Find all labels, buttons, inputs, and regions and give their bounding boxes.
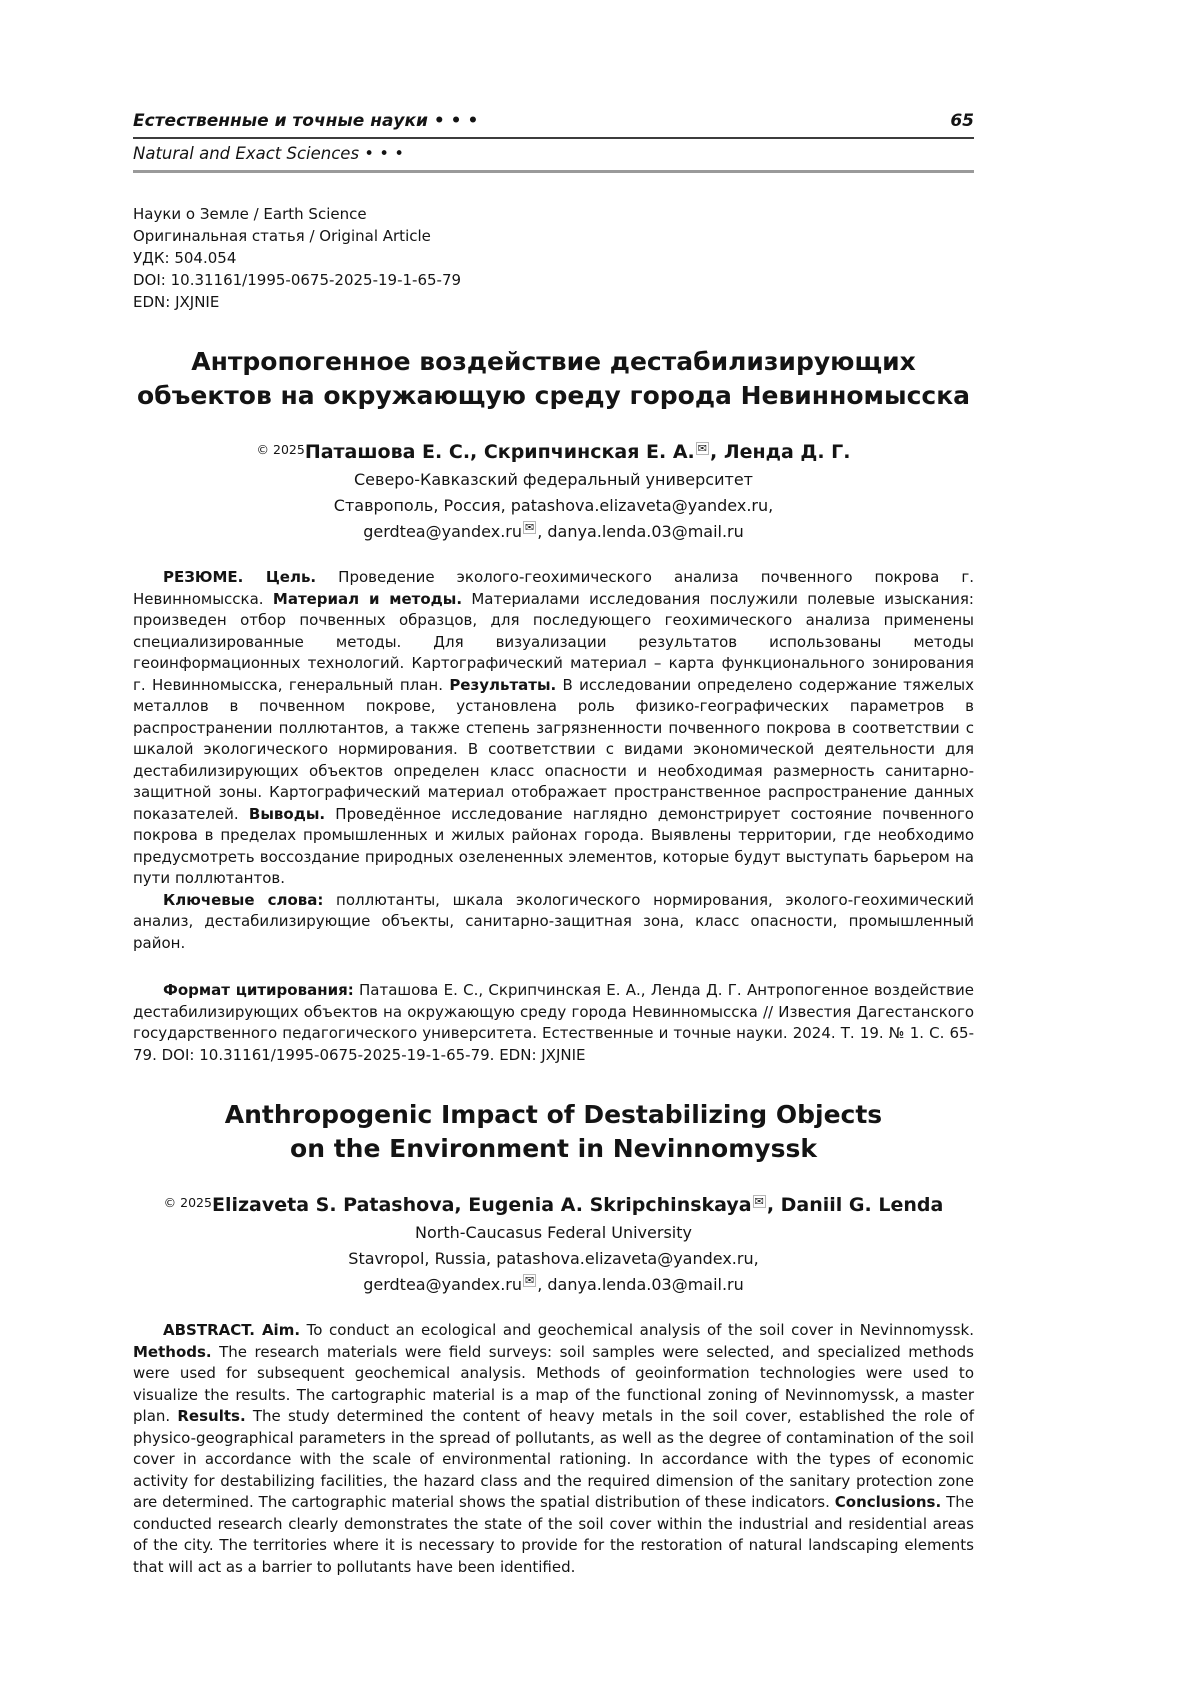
affiliation-en-university: North-Caucasus Federal University: [415, 1223, 692, 1242]
affiliation-ru-emails: [133, 519, 974, 545]
authors-ru: [133, 437, 974, 465]
article-title-ru: [133, 345, 974, 413]
text-run: Methods.: [133, 1342, 212, 1361]
abstract-en: [133, 1320, 974, 1578]
text-run: Ключевые слова:: [163, 890, 324, 909]
envelope-icon: ✉: [525, 521, 535, 534]
header-divider-top: [133, 137, 974, 139]
article-title-ru-line-1: Антропогенное воздействие дестабилизирующих: [191, 347, 916, 376]
abstract-ru: [133, 567, 974, 890]
text-run: © 2025: [256, 442, 305, 457]
text-run: The conducted research clearly demonstrates the state of the soil cover within the industrial and residential areas of the city. The territories where it is necessary to provide for the restoration of natural landscaping elements that will act as a barrier to pollutants have been identified.: [133, 1493, 974, 1576]
text-run: ABSTRACT. Aim.: [163, 1321, 301, 1339]
text-run: , Daniil G. Lenda: [766, 1194, 944, 1216]
journal-section-title-ru: Естественные и точные науки • • •: [133, 111, 479, 131]
article-title-en-line-1: Anthropogenic Impact of Destabilizing Objects: [224, 1100, 883, 1129]
text-run: Проведённое исследование наглядно демонстрирует состояние почвенного покрова в пределах промышленных и жилых районах города. Выявлены территории, где необходимо предусмотреть воссоздание природных озелененных элементов, которые будут выступать барьером на пути поллютантов.: [133, 804, 974, 887]
text-run: Формат цитирования:: [163, 981, 354, 999]
meta-article-type: Оригинальная статья / Original Article: [133, 227, 431, 245]
text-run: The study determined the content of heavy metals in the soil cover, established the role of physico-geographical parameters in the spread of pollutants, as well as the degree of contamination of the soil cover in accordance with the scale of environmental rationing. In accordance with the types of economic activity for destabilizing facilities, the hazard class and the required dimension of the sanitary protection zone are determined. The cartographic material shows the spatial distribution of these indicators.: [133, 1407, 974, 1511]
authors-en: [133, 1190, 974, 1218]
affiliation-en: [133, 1220, 974, 1298]
text-run: To conduct an ecological and geochemical analysis of the soil cover in Nevinnomyssk.: [300, 1321, 974, 1339]
envelope-icon: ✉: [754, 1195, 764, 1208]
text-run: Результаты.: [449, 675, 557, 694]
text-run: Elizaveta S. Patashova, Eugenia A. Skripchinskaya: [211, 1194, 752, 1216]
article-meta: [133, 203, 974, 313]
citation-ru: [133, 980, 974, 1066]
meta-section: Науки о Земле / Earth Science: [133, 205, 367, 223]
text-run: The research materials were field surveys: soil samples were selected, and specialized methods were used for subsequent geochemical analysis. Methods of geoinformation technologies were used to visualize the results. The cartographic material is a map of the functional zoning of Nevinnomyssk, a master plan.: [133, 1342, 974, 1425]
text-run: , danya.lenda.03@mail.ru: [537, 522, 744, 541]
envelope-icon: ✉: [525, 1274, 535, 1287]
header-divider-bottom: [133, 170, 974, 173]
text-run: Паташова Е. С., Скрипчинская Е. А.: [304, 441, 695, 463]
affiliation-ru: [133, 467, 974, 545]
text-run: , Ленда Д. Г.: [709, 441, 851, 463]
affiliation-en-address: Stavropol, Russia, patashova.elizaveta@yandex.ru,: [348, 1249, 759, 1268]
text-run: Conclusions.: [834, 1493, 942, 1511]
journal-section-title-en: Natural and Exact Sciences • • •: [133, 144, 404, 163]
meta-edn: EDN: JXJNIE: [133, 293, 220, 311]
text-run: В исследовании определено содержание тяжелых металлов в почвенном покрове, установлена роль физико-географических параметров в распространении поллютантов, а также степень загрязненности почвенного покрова в соответствии с шкалой экологического нормирования. В соответствии с видами экономической деятельности для дестабилизирующих объектов определен класс опасности и необходимая размерность санитарно-защитной зоны. Картографический материал отображает пространственное распространение данных показателей.: [133, 675, 974, 823]
text-run: поллютанты, шкала экологического нормирования, эколого-геохимический анализ, дестабилизирующие объекты, санитарно-защитная зона, класс опасности, промышленный район.: [133, 890, 974, 952]
text-run: Results.: [177, 1407, 246, 1425]
meta-udc: УДК: 504.054: [133, 249, 237, 267]
text-run: gerdtea@yandex.ru: [363, 1275, 522, 1294]
affiliation-en-emails: [133, 1272, 974, 1298]
text-run: © 2025: [163, 1195, 212, 1210]
envelope-icon: ✉: [697, 442, 707, 455]
meta-doi: DOI: 10.31161/1995-0675-2025-19-1-65-79: [133, 271, 462, 289]
affiliation-ru-address: Ставрополь, Россия, patashova.elizaveta@yandex.ru,: [333, 496, 774, 515]
text-run: , danya.lenda.03@mail.ru: [537, 1275, 744, 1294]
text-run: Проведение эколого-геохимического анализа почвенного покрова г. Невинномысска.: [133, 568, 974, 608]
text-run: gerdtea@yandex.ru: [363, 522, 522, 541]
text-run: Материал и методы.: [272, 589, 463, 608]
text-run: РЕЗЮМЕ. Цель.: [163, 568, 317, 586]
running-head-en-row: [133, 143, 974, 165]
text-run: Паташова Е. С., Скрипчинская Е. А., Ленда Д. Г. Антропогенное воздействие дестабилизирующих объектов на окружающую среду города Невинномысска // Известия Дагестанского государственного педагогического университета. Естественные и точные науки. 2024. Т. 19. № 1. С. 65-79. DOI: 10.31161/1995-0675-2025-19-1-65-79. EDN: JXJNIE: [133, 981, 974, 1064]
article-title-en-line-2: on the Environment in Nevinnomyssk: [290, 1134, 817, 1163]
page-header: [133, 110, 974, 173]
page-number: 65: [950, 111, 974, 131]
article-title-en: [133, 1098, 974, 1166]
text-run: Выводы.: [248, 804, 326, 823]
keywords-ru: [133, 890, 974, 955]
text-run: Материалами исследования послужили полевые изыскания: произведен отбор почвенных образцов, для последующего геохимического анализа применены специализированные методы. Для визуализации результатов использованы методы геоинформационных технологий. Картографический материал – карта функционального зонирования г. Невинномысска, генеральный план.: [133, 589, 974, 694]
affiliation-ru-university: Северо-Кавказский федеральный университет: [354, 470, 753, 489]
article-title-ru-line-2: объектов на окружающую среду города Невинномысска: [136, 381, 971, 410]
running-head-ru-row: [133, 110, 974, 132]
